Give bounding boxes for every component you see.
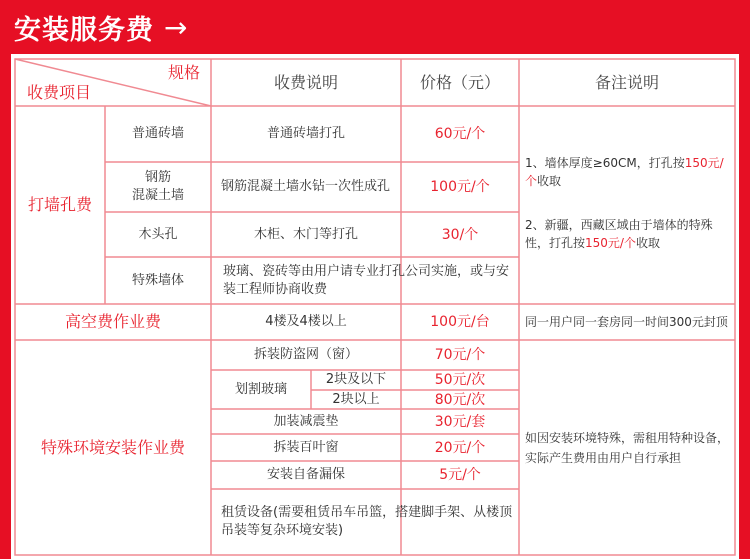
glass-sub-large: 2块以上 <box>332 391 380 407</box>
price-leakage-protector: 5元/个 <box>439 467 481 483</box>
spec-concrete-wall: 钢筋 混凝土墙 <box>131 170 184 203</box>
price-louver: 20元/个 <box>434 439 486 456</box>
desc-damping-pad: 加装减震垫 <box>273 413 339 429</box>
page-header[interactable] <box>14 4 188 50</box>
note-special: 如因安装环境特殊，需租用特种设备，实际产生费用由用户自行承担 <box>525 430 730 465</box>
note-height: 同一用户同一套房同一时间300元封顶 <box>525 315 728 329</box>
price-brick-wall: 60元/个 <box>434 126 486 142</box>
price-wood: 30/个 <box>441 226 479 243</box>
arrow-right-icon[interactable]: → <box>164 10 189 44</box>
glass-sub-small: 2块及以下 <box>325 372 387 387</box>
price-table <box>11 54 739 559</box>
desc-glass-cut: 划割玻璃 <box>234 381 287 397</box>
price-concrete-wall: 100元/个 <box>430 179 490 195</box>
drill-note-1: 1、墙体厚度≥60CM，打孔按150元/个收取 <box>525 156 724 188</box>
desc-concrete-wall: 钢筋混凝土墙水钻一次性成孔 <box>221 179 391 194</box>
column-header-desc: 收费说明 <box>273 72 338 92</box>
price-damping-pad: 30元/套 <box>434 413 486 430</box>
price-height: 100元/台 <box>430 314 490 330</box>
column-header-note: 备注说明 <box>594 72 659 92</box>
desc-equipment-rental: 租赁设备(需要租赁吊车吊篮，搭建脚手架、从楼顶吊装等复杂环境安装) <box>221 505 513 538</box>
page-title: 安装服务费 <box>14 14 154 46</box>
category-drill: 打墙孔费 <box>27 195 92 214</box>
corner-spec-label: 规格 <box>167 63 200 82</box>
category-height: 高空费作业费 <box>64 312 161 331</box>
price-glass-small: 50元/次 <box>434 372 486 388</box>
desc-height: 4楼及4楼以上 <box>265 314 347 329</box>
desc-brick-wall: 普通砖墙打孔 <box>266 126 345 141</box>
desc-anti-theft: 拆装防盗网（窗） <box>253 347 358 362</box>
desc-wood: 木柜、木门等打孔 <box>253 226 358 242</box>
price-anti-theft: 70元/个 <box>434 347 486 363</box>
desc-louver: 拆装百叶窗 <box>273 439 339 455</box>
price-glass-large: 80元/次 <box>434 391 486 408</box>
corner-item-label: 收费项目 <box>26 83 91 102</box>
category-special: 特殊环境安装作业费 <box>40 437 185 457</box>
desc-leakage-protector: 安装自备漏保 <box>266 467 345 482</box>
desc-special-wall: 玻璃、瓷砖等由用户请专业打孔公司实施，或与安装工程师协商收费 <box>223 263 510 297</box>
column-header-price: 价格（元） <box>419 72 500 92</box>
drill-note-2: 2、新疆，西藏区域由于墙体的特殊性，打孔按150元/个收取 <box>525 218 713 250</box>
spec-brick-wall: 普通砖墙 <box>131 126 184 141</box>
spec-wood: 木头孔 <box>138 226 178 242</box>
spec-special-wall: 特殊墙体 <box>131 272 184 288</box>
